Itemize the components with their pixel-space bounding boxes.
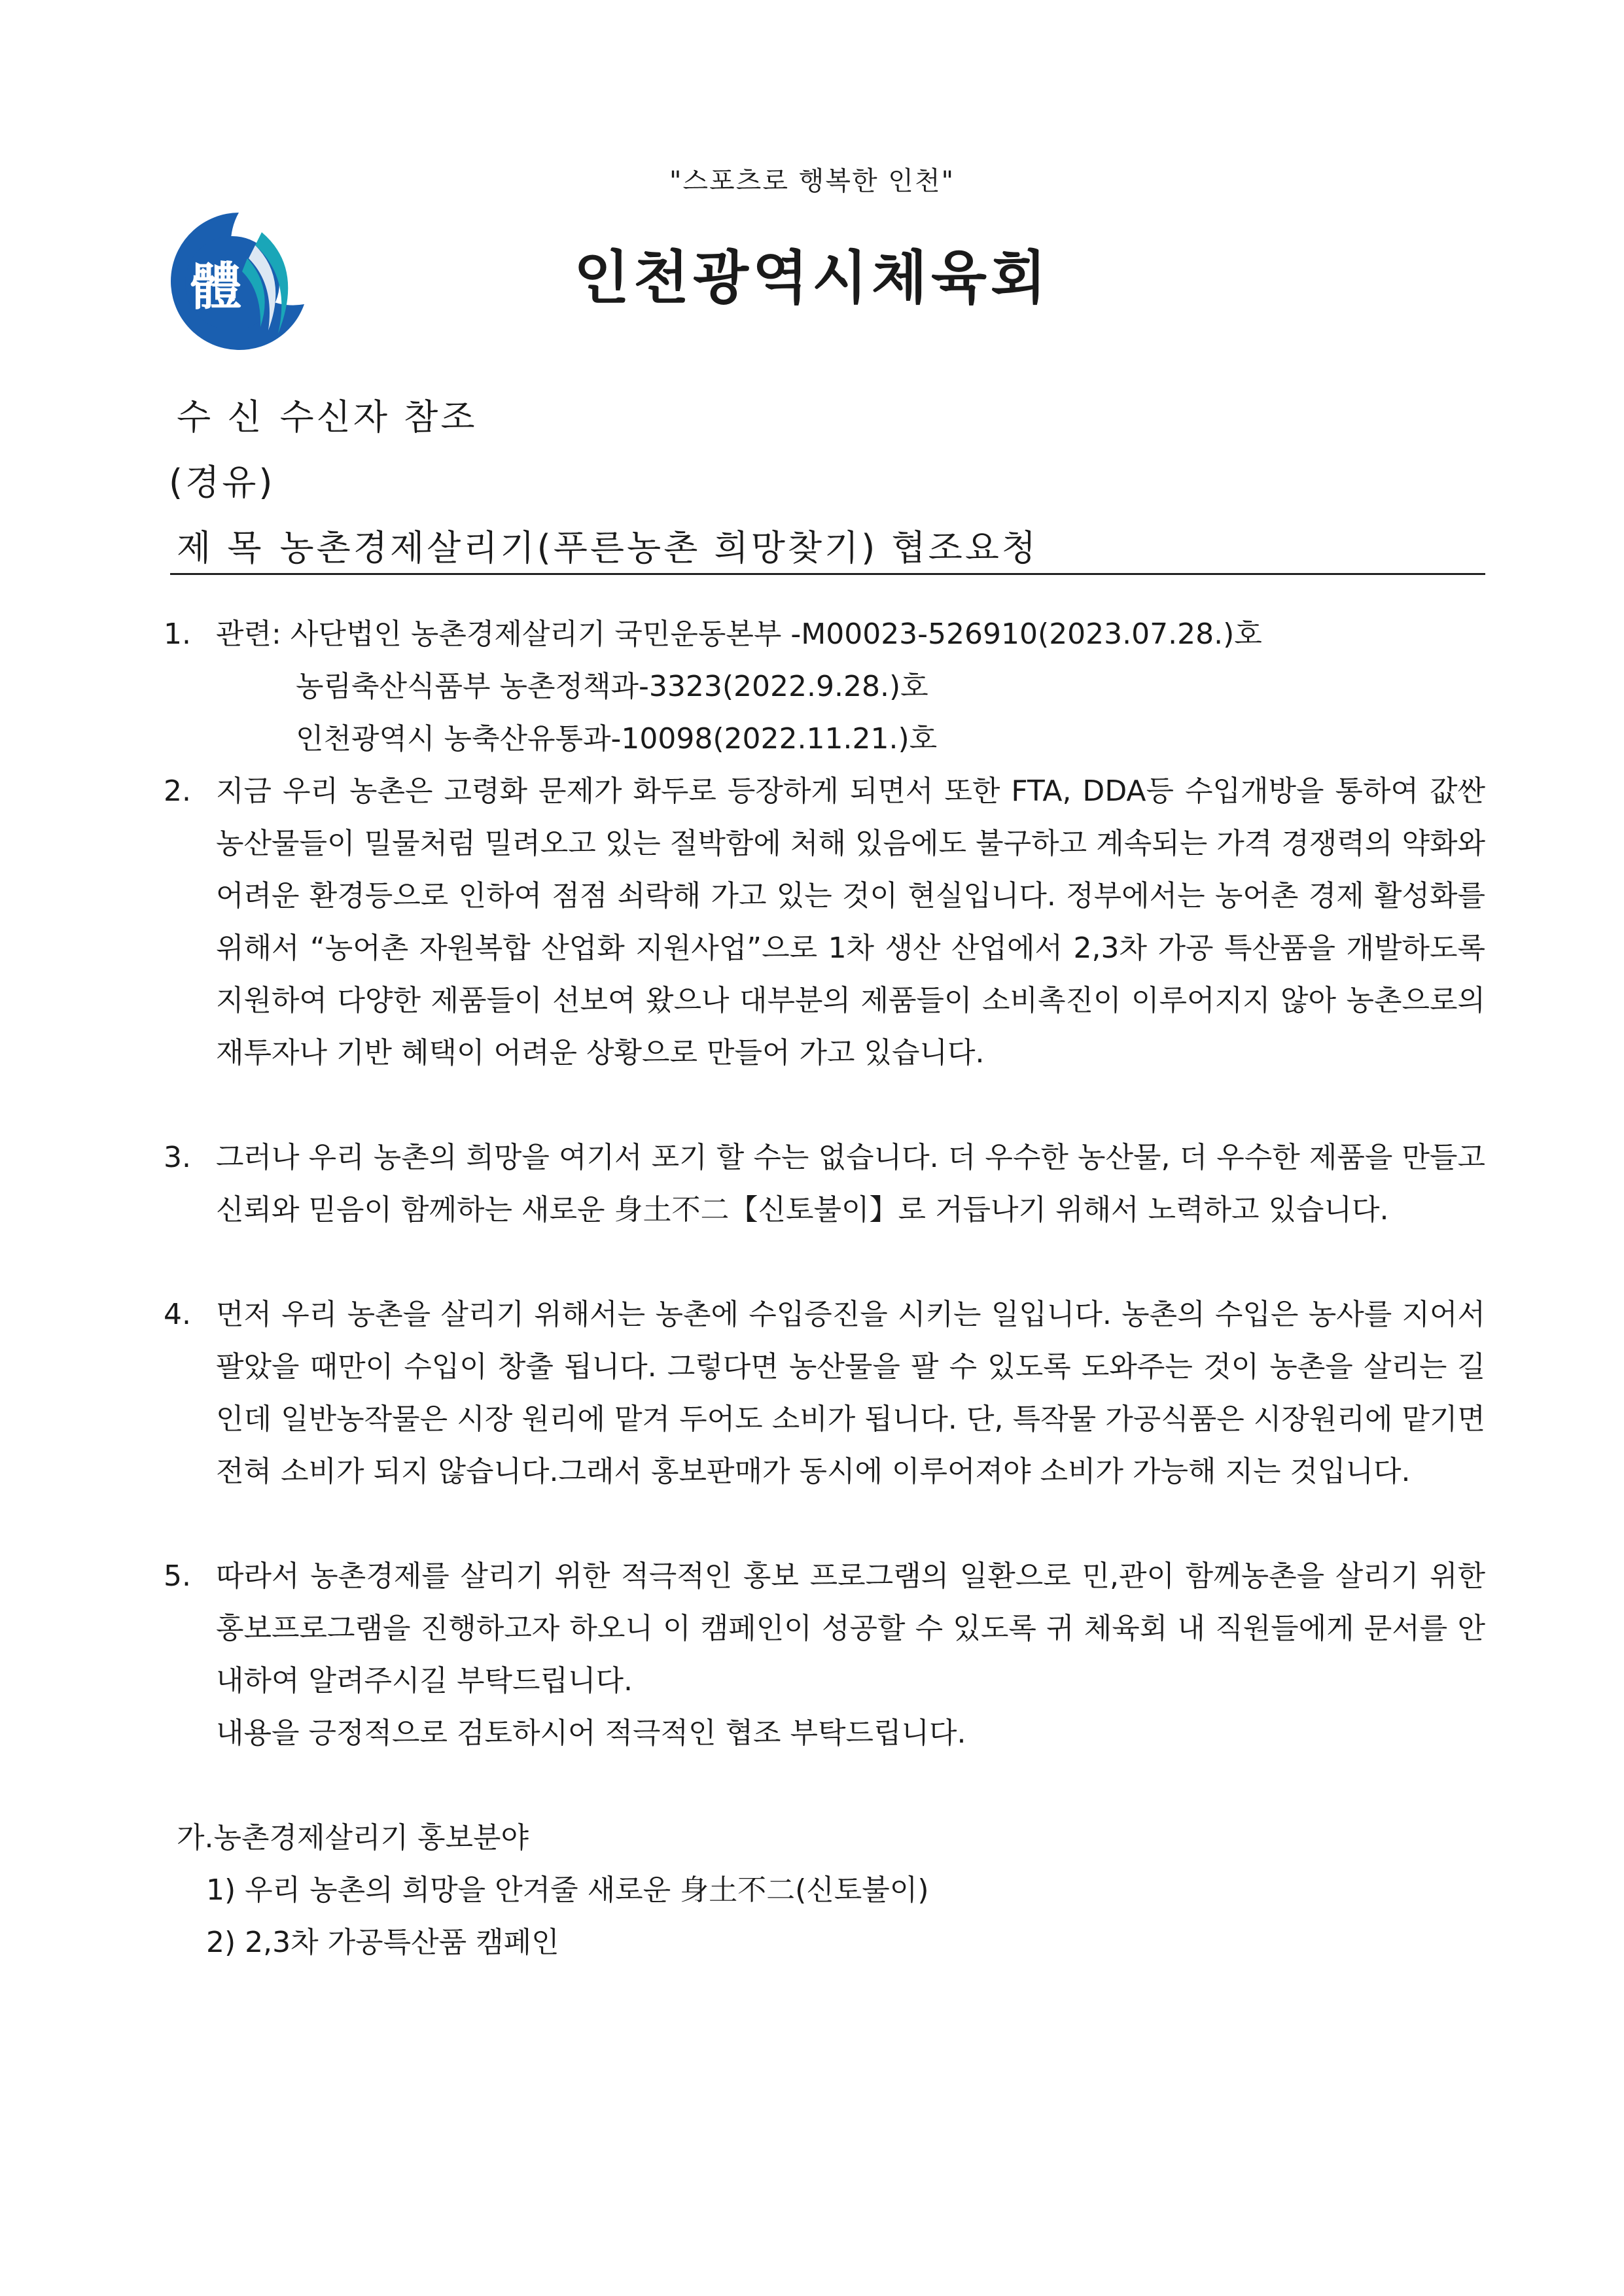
item-5: [164, 1550, 1485, 1760]
via-row: [169, 455, 275, 505]
document-body: [164, 608, 1485, 1969]
recipient-label: 수 신: [177, 396, 264, 438]
item-2: [164, 765, 1485, 1079]
item-4: [164, 1289, 1485, 1498]
subject-value: 농촌경제살리기(푸른농촌 희망찾기) 협조요청: [279, 527, 1039, 568]
item-number: 3.: [164, 1141, 191, 1174]
related-first-line: [216, 608, 1485, 661]
recipient-value: 수신자 참조: [279, 396, 478, 438]
item-text: 따라서 농촌경제를 살리기 위한 적극적인 홍보 프로그램의 일환으로 민,관이 함께농촌을 살리기 위한 홍보프로그램을 진행하고자 하오니 이 캠페인이 성공할 수 있도록 귀 체육회 내 직원들에게 문서를 안내하여 알려주시길 부탁드립니다.: [216, 1559, 1485, 1697]
logo-character: 體: [190, 257, 242, 317]
subject-label: 제 목: [177, 527, 264, 568]
organization-name: 인천광역시체육회: [573, 244, 1051, 311]
slogan: "스포츠로 행복한 인천": [669, 166, 955, 196]
item-number: 5.: [164, 1559, 191, 1593]
item-text: 지금 우리 농촌은 고령화 문제가 화두로 등장하게 되면서 또한 FTA, DDA등 수입개방을 통하여 값싼 농산물들이 밀물처럼 밀려오고 있는 절박함에 처해 있음에도 불구하고 계속되는 가격 경쟁력의 약화와 어려운 환경등으로 인하여 점점 쇠락해 가고 있는 것이 현실입니다. 정부에서는 농어촌 경제 활성화를 위해서 “농어촌 자원복합 산업화 지원사업”으로 1차 생산 산업에서 2,3차 가공 특산품을 개발하도록 지원하여 다양한 제품들이 선보여 왔으나 대부분의 제품들이 소비촉진이 이루어지지 않아 농촌으로의 재투자나 기반 혜택이 어려운 상황으로 만들어 가고 있습니다.: [216, 774, 1485, 1070]
related-ref-2: 농림축산식품부 농촌정책과-3323(2022.9.28.)호: [296, 670, 928, 703]
recipient-row: [177, 389, 478, 440]
item-text: 먼저 우리 농촌을 살리기 위해서는 농촌에 수입증진을 시키는 일입니다. 농촌의 수입은 농사를 지어서 팔았을 때만이 수입이 창출 됩니다. 그렇다면 농산물을 팔 수 있도록 도와주는 것이 농촌을 살리는 길인데 일반농작물은 시장 원리에 맡겨 두어도 소비가 됩니다. 단, 특작물 가공식품은 시장원리에 맡기면 전혀 소비가 되지 않습니다.그래서 홍보판매가 동시에 이루어져야 소비가 가능해 지는 것입니다.: [216, 1298, 1485, 1488]
section-ga-title: 가.농촌경제살리기 홍보분야: [177, 1821, 529, 1854]
item-text: 그러나 우리 농촌의 희망을 여기서 포기 할 수는 없습니다. 더 우수한 농산물, 더 우수한 제품을 만들고 신뢰와 믿음이 함께하는 새로운 身土不二【신토불이】로 거듭나기 위해서 노력하고 있습니다.: [216, 1141, 1485, 1226]
item-number: 4.: [164, 1298, 191, 1331]
item-1: [164, 608, 1485, 765]
section-ga-item-2: 2) 2,3차 가공특산품 캠페인: [206, 1926, 559, 1959]
related-ref-3: 인천광역시 농축산유통과-10098(2022.11.21.)호: [296, 722, 938, 756]
item-text-closing: 내용을 긍정적으로 검토하시어 적극적인 협조 부탁드립니다.: [216, 1716, 966, 1750]
related-ref-1: 사단법인 농촌경제살리기 국민운동본부 -M00023-526910(2023.07.28.)호: [290, 617, 1262, 651]
via-label: (경유): [169, 462, 275, 503]
subject-row: [177, 520, 1038, 570]
related-label: 관련:: [216, 617, 281, 651]
subject-divider: [170, 573, 1485, 575]
item-number: 1.: [164, 617, 191, 651]
item-number: 2.: [164, 774, 191, 808]
section-ga: [164, 1812, 1485, 1969]
section-ga-item-1: 1) 우리 농촌의 희망을 안겨줄 새로운 身土不二(신토불이): [206, 1873, 929, 1907]
item-3: [164, 1132, 1485, 1236]
